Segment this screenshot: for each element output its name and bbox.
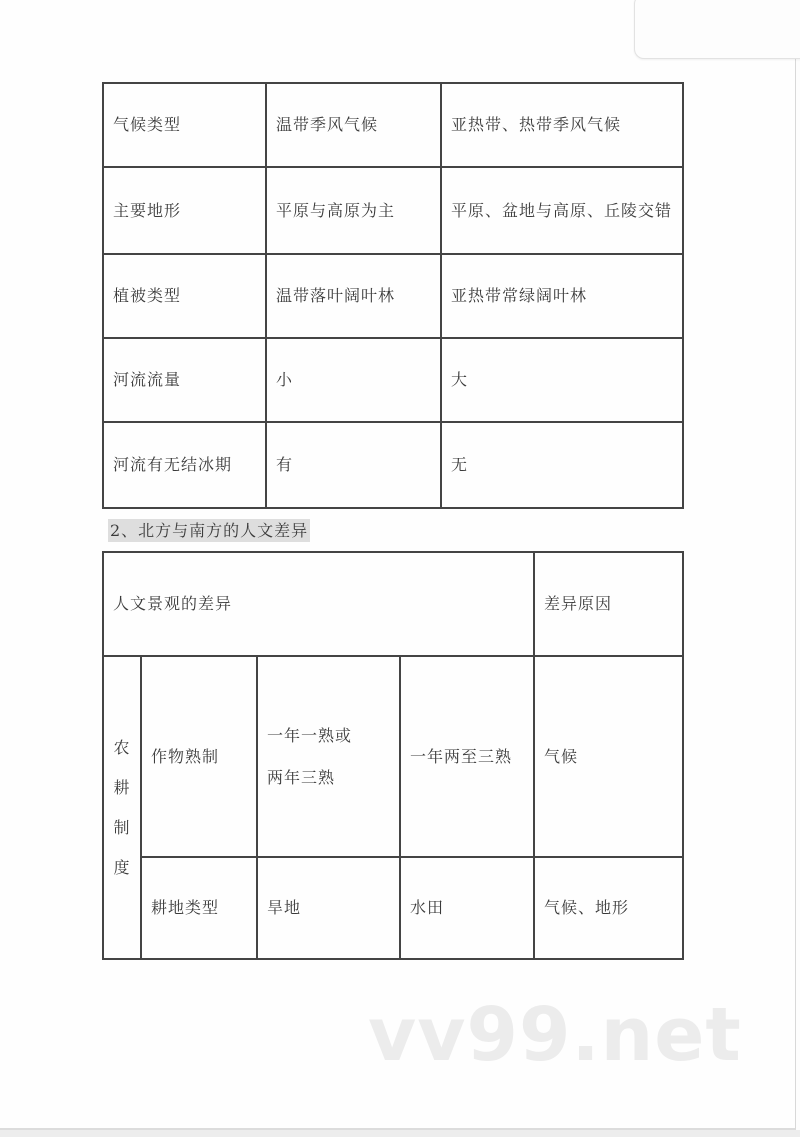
- row-label: 主要地形: [103, 167, 266, 254]
- north-value: 小: [266, 338, 441, 422]
- table-row: [103, 656, 683, 857]
- row-label: 耕地类型: [141, 857, 257, 959]
- north-value: 温带季风气候: [266, 83, 441, 167]
- reason-value: 气候、地形: [534, 857, 683, 959]
- row-label: 作物熟制: [141, 656, 257, 857]
- row-label: 植被类型: [103, 254, 266, 338]
- south-value: 无: [441, 422, 683, 508]
- north-value: 一年一熟或 两年三熟: [257, 656, 400, 857]
- south-value: 亚热带、热带季风气候: [441, 83, 683, 167]
- table-row: [103, 83, 683, 167]
- north-value: 有: [266, 422, 441, 508]
- south-value: 水田: [400, 857, 534, 959]
- south-value: 一年两至三熟: [400, 656, 534, 857]
- table-row: [103, 254, 683, 338]
- south-value: 大: [441, 338, 683, 422]
- row-label: 河流流量: [103, 338, 266, 422]
- group-label-farming-system: 农 耕 制 度: [103, 656, 141, 959]
- south-value: 平原、盆地与高原、丘陵交错: [441, 167, 683, 254]
- section-heading: 2、北方与南方的人文差异: [110, 521, 309, 540]
- table-header-row: [103, 552, 683, 656]
- north-value: 温带落叶阔叶林: [266, 254, 441, 338]
- table-row: [103, 167, 683, 254]
- reason-value: 气候: [534, 656, 683, 857]
- page-bottom-edge: [0, 1130, 800, 1137]
- row-label: 河流有无结冰期: [103, 422, 266, 508]
- north-value: 旱地: [257, 857, 400, 959]
- natural-differences-table: [102, 82, 684, 509]
- table-row: [103, 857, 683, 959]
- header-reason: 差异原因: [534, 552, 683, 656]
- top-right-panel: [634, 0, 800, 59]
- table-row: [103, 422, 683, 508]
- watermark: vv99.net: [368, 992, 742, 1078]
- cultural-differences-table: [102, 551, 684, 960]
- header-landscape: 人文景观的差异: [103, 552, 534, 656]
- north-value: 平原与高原为主: [266, 167, 441, 254]
- south-value: 亚热带常绿阔叶林: [441, 254, 683, 338]
- table-row: [103, 338, 683, 422]
- row-label: 气候类型: [103, 83, 266, 167]
